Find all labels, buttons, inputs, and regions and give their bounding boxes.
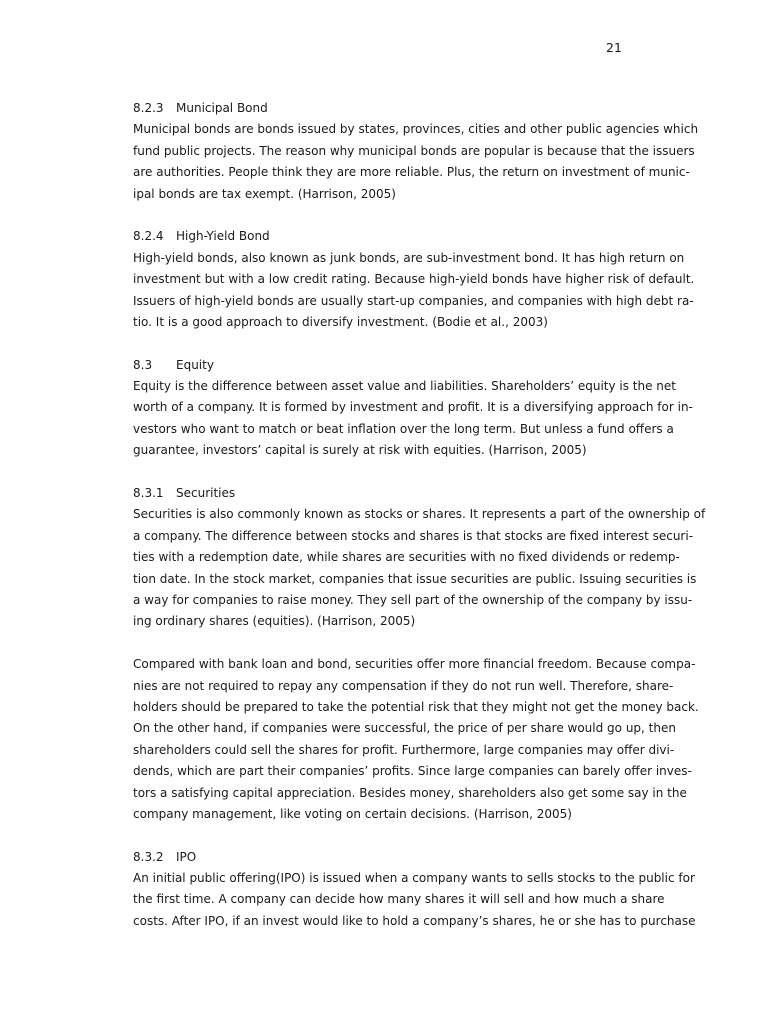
section-heading <box>133 847 641 868</box>
text-line: High-yield bonds, also known as junk bonds, are sub-investment bond. It has high return on <box>133 250 685 265</box>
text-line: the first time. A company can decide how many shares it will sell and how much a share <box>133 892 665 907</box>
section <box>133 226 695 333</box>
text-line: holders should be prepared to take the potential risk that they might not get the money back. <box>133 699 699 714</box>
text-line: tors a satisfying capital appreciation. Besides money, shareholders also get some say in the <box>133 785 687 800</box>
section-title: Equity <box>176 357 214 372</box>
section-number: 8.3 <box>133 357 153 372</box>
section-title: Municipal Bond <box>176 101 268 115</box>
section-title: High-Yield Bond <box>176 229 270 244</box>
text-line: ing ordinary shares (equities). (Harrison, 2005) <box>133 614 416 629</box>
text-line: a company. The difference between stocks and shares is that stocks are fixed interest securi- <box>133 528 694 543</box>
text-line: Securities is also commonly known as stocks or shares. It represents a part of the ownership of <box>133 507 706 522</box>
section-number: 8.2.4 <box>133 229 164 244</box>
text-line: tio. It is a good approach to diversify investment. (Bodie et al., 2003) <box>133 314 548 329</box>
text-line: Issuers of high-yield bonds are usually start-up companies, and companies with high debt ra- <box>133 293 694 308</box>
text-line: costs. After IPO, if an invest would like to hold a company’s shares, he or she has to purchase <box>133 913 696 928</box>
paragraph <box>133 504 706 632</box>
text-line: On the other hand, if companies were successful, the price of per share would go up, then <box>133 721 676 736</box>
text-line: guarantee, investors’ capital is surely at risk with equities. (Harrison, 2005) <box>133 443 587 458</box>
section-spacer <box>133 825 641 846</box>
section-heading <box>133 483 641 504</box>
section-spacer <box>133 205 641 226</box>
page-number: 21 <box>606 40 622 55</box>
text-line: investment but with a low credit rating. Because high-yield bonds have higher risk of default. <box>133 272 695 287</box>
text-line: Municipal bonds are bonds issued by states, provinces, cities and other public agencies which <box>133 122 699 137</box>
text-line: An initial public offering(IPO) is issued when a company wants to sells stocks to the public for <box>133 871 695 886</box>
text-line: shareholders could sell the shares for profit. Furthermore, large companies may offer divi- <box>133 742 675 757</box>
section-heading <box>133 355 641 376</box>
text-line: company management, like voting on certain decisions. (Harrison, 2005) <box>133 806 572 821</box>
section-title: IPO <box>176 849 197 864</box>
section <box>133 98 699 205</box>
section-heading <box>133 226 641 247</box>
text-line: Compared with bank loan and bond, securities offer more financial freedom. Because compa- <box>133 657 696 672</box>
paragraph <box>133 376 693 462</box>
paragraph <box>133 248 695 334</box>
section-heading <box>133 98 641 119</box>
paragraph-spacer <box>133 633 641 654</box>
section <box>133 483 706 825</box>
text-line: tion date. In the stock market, companies that issue securities are public. Issuing securities is <box>133 571 697 586</box>
section <box>133 355 693 462</box>
paragraph <box>133 119 699 205</box>
section-number: 8.3.2 <box>133 849 164 864</box>
text-line: are authorities. People think they are more reliable. Plus, the return on investment of munic- <box>133 165 690 180</box>
text-line: dends, which are part their companies’ profits. Since large companies can barely offer inves- <box>133 764 692 779</box>
text-line: a way for companies to raise money. They sell part of the ownership of the company by issu- <box>133 592 693 607</box>
text-line: nies are not required to repay any compensation if they do not run well. Therefore, share- <box>133 678 674 693</box>
section-number: 8.2.3 <box>133 101 164 115</box>
text-line: Equity is the difference between asset value and liabilities. Shareholders’ equity is the net <box>133 379 676 394</box>
text-line: ipal bonds are tax exempt. (Harrison, 2005) <box>133 186 396 201</box>
section <box>133 847 696 933</box>
text-line: worth of a company. It is formed by investment and profit. It is a diversifying approach for in- <box>133 400 693 415</box>
paragraph <box>133 868 696 932</box>
section-number: 8.3.1 <box>133 486 164 501</box>
section-spacer <box>133 462 641 483</box>
text-line: fund public projects. The reason why municipal bonds are popular is because that the issuers <box>133 143 695 158</box>
section-spacer <box>133 333 641 354</box>
paragraph <box>133 654 699 825</box>
text-line: vestors who want to match or beat inflation over the long term. But unless a fund offers a <box>133 421 674 436</box>
section-title: Securities <box>176 486 236 501</box>
document-body <box>133 98 706 932</box>
text-line: ties with a redemption date, while shares are securities with no fixed dividends or redemp- <box>133 550 680 565</box>
